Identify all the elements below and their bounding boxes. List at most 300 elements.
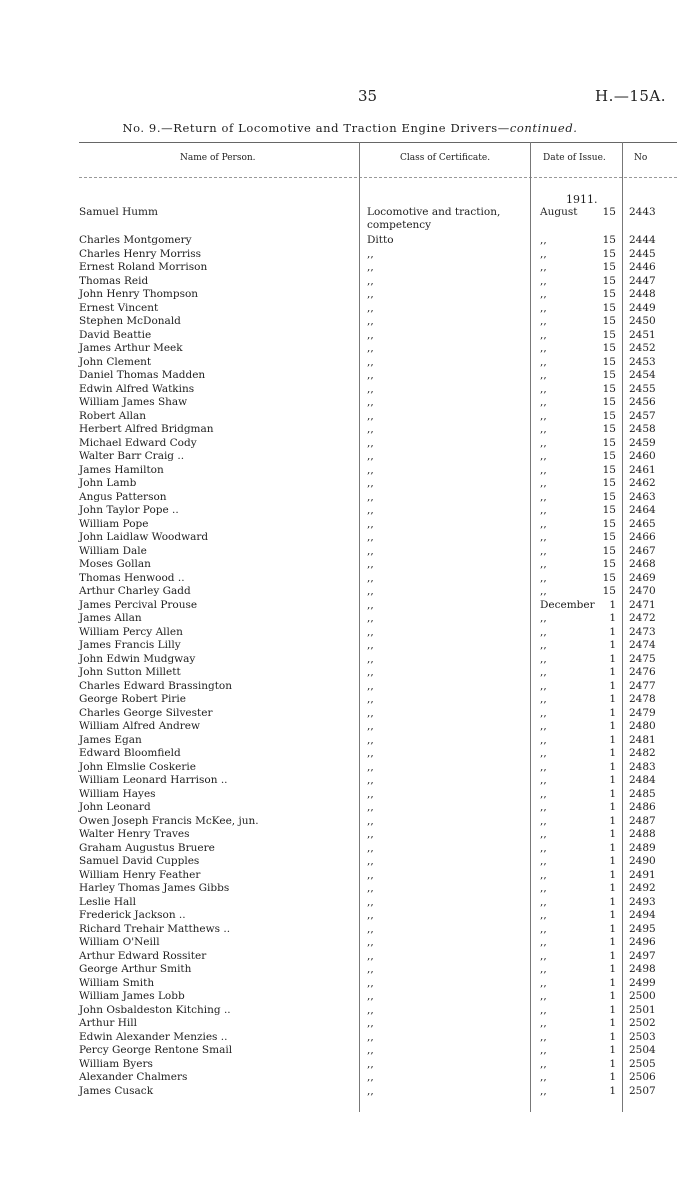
issue-day: 15: [602, 342, 616, 354]
certificate-number: 2463: [629, 490, 656, 503]
table-row: [0, 477, 700, 491]
table-row: [0, 788, 700, 802]
issue-day: 1: [609, 1071, 616, 1083]
issue-day: 1: [609, 598, 616, 611]
person-name: Charles Henry Morriss: [79, 247, 202, 260]
certificate-number: 2496: [629, 936, 656, 948]
table-row: [0, 206, 700, 231]
certificate-number: 2479: [629, 706, 656, 719]
certificate-number: 2473: [629, 625, 656, 638]
issue-day: 15: [602, 504, 616, 516]
table-row: [0, 923, 700, 937]
table-row: [0, 990, 700, 1004]
certificate-class: ,,: [367, 706, 374, 719]
certificate-class: ,,: [367, 693, 374, 705]
issue-day: 1: [609, 936, 616, 948]
person-name: William James Shaw: [79, 396, 188, 408]
certificate-number: 2493: [629, 895, 656, 908]
issue-month: ,,: [540, 639, 547, 651]
person-name: Charles Montgomery: [79, 234, 192, 246]
person-name: Walter Barr Craig ..: [79, 450, 185, 462]
certificate-number: 2453: [629, 355, 656, 368]
certificate-class: ,,: [367, 436, 374, 449]
issue-month: December: [540, 598, 595, 611]
person-name: John Henry Thompson: [79, 288, 199, 300]
issue-month: ,,: [540, 720, 547, 732]
person-name: John Elmslie Coskerie: [79, 760, 196, 773]
person-name: William Leonard Harrison ..: [79, 774, 228, 786]
issue-day: 15: [602, 450, 616, 462]
issue-month: ,,: [540, 895, 547, 908]
certificate-class: ,,: [367, 976, 374, 989]
certificate-class: ,,: [367, 841, 374, 854]
issue-day: 1: [609, 639, 616, 651]
issue-day: 15: [602, 355, 616, 368]
issue-month: ,,: [540, 666, 547, 678]
person-name: Edwin Alexander Menzies ..: [79, 1030, 228, 1043]
person-name: Angus Patterson: [79, 490, 167, 503]
certificate-class: ,,: [367, 720, 374, 732]
column-header-name: Name of Person.: [180, 153, 256, 163]
table-row: [0, 626, 700, 640]
issue-month: ,,: [540, 882, 547, 894]
certificate-number: 2502: [629, 1017, 656, 1029]
certificate-number: 2484: [629, 774, 656, 786]
certificate-number: 2474: [629, 639, 656, 651]
certificate-number: 2487: [629, 814, 656, 827]
table-row: [0, 545, 700, 559]
issue-month: ,,: [540, 1017, 547, 1029]
certificate-number: 2503: [629, 1030, 656, 1043]
certificate-class: ,,: [367, 504, 374, 516]
issue-month: ,,: [540, 801, 547, 813]
issue-month: ,,: [540, 261, 547, 273]
table-row: [0, 909, 700, 923]
certificate-number: 2481: [629, 733, 656, 746]
certificate-number: 2451: [629, 328, 656, 341]
person-name: Walter Henry Traves: [79, 828, 190, 840]
issue-day: 1: [609, 679, 616, 692]
certificate-number: 2500: [629, 990, 656, 1002]
certificate-class: ,,: [367, 342, 374, 354]
certificate-number: 2506: [629, 1071, 656, 1083]
person-name: Samuel Humm: [79, 206, 158, 218]
issue-month: ,,: [540, 490, 547, 503]
certificate-number: 2445: [629, 247, 656, 260]
person-name: Moses Gollan: [79, 558, 151, 570]
table-row: [0, 801, 700, 815]
table-row: [0, 747, 700, 761]
person-name: William Alfred Andrew: [79, 720, 201, 732]
certificate-number: 2494: [629, 909, 656, 921]
issue-month: ,,: [540, 436, 547, 449]
issue-month: ,,: [540, 409, 547, 422]
certificate-class: ,,: [367, 828, 374, 840]
issue-day: 15: [602, 436, 616, 449]
certificate-number: 2475: [629, 652, 656, 665]
certificate-class: ,,: [367, 585, 374, 597]
issue-day: 1: [609, 706, 616, 719]
person-name: William Byers: [79, 1057, 153, 1070]
certificate-class: ,,: [367, 477, 374, 489]
issue-month: ,,: [540, 1044, 547, 1056]
certificate-class: ,,: [367, 760, 374, 773]
certificate-number: 2485: [629, 787, 656, 800]
table-row: [0, 882, 700, 896]
issue-month: ,,: [540, 652, 547, 665]
certificate-number: 2488: [629, 828, 656, 840]
certificate-number: 2471: [629, 598, 656, 611]
table-row: [0, 288, 700, 302]
issue-day: 15: [602, 463, 616, 476]
issue-day: 1: [609, 814, 616, 827]
issue-day: 15: [602, 423, 616, 435]
certificate-number: 2447: [629, 274, 656, 287]
table-row: [0, 896, 700, 910]
issue-month: ,,: [540, 585, 547, 597]
certificate-class: ,,: [367, 396, 374, 408]
issue-month: ,,: [540, 288, 547, 300]
person-name: Arthur Charley Gadd: [79, 585, 191, 597]
person-name: Owen Joseph Francis McKee, jun.: [79, 814, 259, 827]
issue-month: ,,: [540, 571, 547, 584]
table-row: [0, 761, 700, 775]
person-name: James Cusack: [79, 1084, 154, 1097]
column-header-no: No: [634, 153, 648, 163]
issue-day: 15: [602, 409, 616, 422]
table-row: [0, 356, 700, 370]
issue-month: ,,: [540, 1030, 547, 1043]
person-name: James Egan: [79, 733, 142, 746]
person-name: Harley Thomas James Gibbs: [79, 882, 230, 894]
certificate-class: ,,: [367, 274, 374, 287]
person-name: Charles Edward Brassington: [79, 679, 233, 692]
certificate-class: ,,: [367, 544, 374, 557]
table-row: [0, 1004, 700, 1018]
issue-day: 1: [609, 801, 616, 813]
issue-month: August: [540, 206, 578, 218]
certificate-number: 2452: [629, 342, 656, 354]
page-reference: H.—15A.: [595, 87, 667, 105]
issue-day: 1: [609, 963, 616, 975]
issue-month: ,,: [540, 544, 547, 557]
issue-month: ,,: [540, 423, 547, 435]
certificate-number: 2467: [629, 544, 656, 557]
issue-day: 15: [602, 477, 616, 489]
person-name: William O'Neill: [79, 936, 160, 948]
certificate-number: 2443: [629, 206, 656, 218]
person-name: David Beattie: [79, 328, 152, 341]
certificate-number: 2483: [629, 760, 656, 773]
certificate-class: ,,: [367, 1003, 374, 1016]
issue-day: 15: [602, 234, 616, 246]
table-row: [0, 396, 700, 410]
person-name: Thomas Henwood ..: [79, 571, 185, 584]
issue-day: 1: [609, 922, 616, 935]
issue-day: 15: [602, 247, 616, 260]
person-name: Ernest Roland Morrison: [79, 261, 208, 273]
person-name: Graham Augustus Bruere: [79, 841, 215, 854]
issue-day: 1: [609, 882, 616, 894]
issue-month: ,,: [540, 949, 547, 962]
issue-month: ,,: [540, 517, 547, 530]
issue-month: ,,: [540, 612, 547, 624]
certificate-number: 2449: [629, 301, 656, 314]
person-name: William James Lobb: [79, 990, 185, 1002]
issue-day: 1: [609, 625, 616, 638]
table-row: [0, 410, 700, 424]
issue-day: 1: [609, 976, 616, 989]
person-name: Thomas Reid: [79, 274, 149, 287]
certificate-class: ,,: [367, 774, 374, 786]
issue-month: ,,: [540, 828, 547, 840]
year-label: 1911.: [566, 193, 598, 206]
issue-month: ,,: [540, 504, 547, 516]
issue-month: ,,: [540, 625, 547, 638]
certificate-class: ,,: [367, 666, 374, 678]
certificate-class: ,,: [367, 747, 374, 759]
table-row: [0, 302, 700, 316]
issue-month: ,,: [540, 963, 547, 975]
table-row: [0, 491, 700, 505]
issue-day: 1: [609, 1030, 616, 1043]
certificate-class: ,,: [367, 261, 374, 273]
table-row: [0, 1071, 700, 1085]
issue-day: 15: [602, 382, 616, 395]
table-row: [0, 639, 700, 653]
table-row: [0, 977, 700, 991]
table-row: [0, 275, 700, 289]
table-row: [0, 936, 700, 950]
certificate-class: ,,: [367, 531, 374, 543]
table-row: [0, 950, 700, 964]
certificate-class: ,,: [367, 625, 374, 638]
issue-day: 15: [602, 490, 616, 503]
person-name: Frederick Jackson ..: [79, 909, 186, 921]
issue-day: 1: [609, 1044, 616, 1056]
column-header-class: Class of Certificate.: [400, 153, 491, 163]
table-row: [0, 450, 700, 464]
issue-month: ,,: [540, 342, 547, 354]
issue-day: 15: [602, 206, 616, 218]
certificate-class: ,,: [367, 558, 374, 570]
issue-month: ,,: [540, 315, 547, 327]
certificate-number: 2458: [629, 423, 656, 435]
certificate-class: ,,: [367, 463, 374, 476]
issue-day: 1: [609, 990, 616, 1002]
table-row: [0, 680, 700, 694]
column-header-date: Date of Issue.: [543, 153, 606, 163]
certificate-class: ,,: [367, 868, 374, 881]
issue-month: ,,: [540, 841, 547, 854]
table-row: [0, 1017, 700, 1031]
certificate-class: ,,: [367, 990, 374, 1002]
certificate-number: 2456: [629, 396, 656, 408]
issue-month: ,,: [540, 531, 547, 543]
issue-month: ,,: [540, 774, 547, 786]
issue-day: 1: [609, 895, 616, 908]
person-name: George Arthur Smith: [79, 963, 192, 975]
person-name: Percy George Rentone Smail: [79, 1044, 233, 1056]
issue-month: ,,: [540, 747, 547, 759]
table-row: [0, 1085, 700, 1099]
certificate-class: ,,: [367, 409, 374, 422]
person-name: John Lamb: [79, 477, 137, 489]
certificate-class: ,,: [367, 328, 374, 341]
table-row: [0, 599, 700, 613]
issue-month: ,,: [540, 274, 547, 287]
person-name: William Smith: [79, 976, 155, 989]
issue-day: 15: [602, 274, 616, 287]
table-row: [0, 734, 700, 748]
certificate-class: ,,: [367, 787, 374, 800]
certificate-number: 2465: [629, 517, 656, 530]
issue-day: 1: [609, 909, 616, 921]
certificate-number: 2482: [629, 747, 656, 759]
certificate-class: ,,: [367, 517, 374, 530]
certificate-class: ,,: [367, 382, 374, 395]
person-name: Samuel David Cupples: [79, 855, 200, 867]
certificate-number: 2457: [629, 409, 656, 422]
issue-day: 1: [609, 828, 616, 840]
table-row: [0, 342, 700, 356]
person-name: Edwin Alfred Watkins: [79, 382, 195, 395]
table-row: [0, 383, 700, 397]
certificate-number: 2492: [629, 882, 656, 894]
issue-month: ,,: [540, 909, 547, 921]
certificate-class: ,,: [367, 612, 374, 624]
certificate-number: 2489: [629, 841, 656, 854]
issue-month: ,,: [540, 369, 547, 381]
issue-day: 1: [609, 1057, 616, 1070]
certificate-class: ,,: [367, 801, 374, 813]
table-row: [0, 693, 700, 707]
issue-month: ,,: [540, 234, 547, 246]
certificate-number: 2461: [629, 463, 656, 476]
certificate-class: ,,: [367, 733, 374, 746]
person-name: Robert Allan: [79, 409, 147, 422]
person-name: James Percival Prouse: [79, 598, 198, 611]
table-row: [0, 815, 700, 829]
issue-month: ,,: [540, 990, 547, 1002]
person-name: Ernest Vincent: [79, 301, 159, 314]
issue-day: 1: [609, 949, 616, 962]
table-row: [0, 869, 700, 883]
issue-month: ,,: [540, 382, 547, 395]
certificate-class: ,,: [367, 652, 374, 665]
certificate-class: ,,: [367, 315, 374, 327]
certificate-number: 2450: [629, 315, 656, 327]
table-row: [0, 558, 700, 572]
issue-month: ,,: [540, 1071, 547, 1083]
issue-month: ,,: [540, 450, 547, 462]
issue-day: 15: [602, 585, 616, 597]
issue-day: 1: [609, 787, 616, 800]
issue-month: ,,: [540, 1084, 547, 1097]
certificate-number: 2459: [629, 436, 656, 449]
certificate-class: Ditto: [367, 234, 394, 246]
person-name: John Osbaldeston Kitching ..: [79, 1003, 231, 1016]
person-name: Stephen McDonald: [79, 315, 181, 327]
certificate-class: ,,: [367, 369, 374, 381]
certificate-class: ,,: [367, 301, 374, 314]
table-row: [0, 464, 700, 478]
certificate-number: 2507: [629, 1084, 656, 1097]
certificate-class: ,,: [367, 1084, 374, 1097]
certificate-number: 2472: [629, 612, 656, 624]
issue-day: 15: [602, 517, 616, 530]
certificate-number: 2446: [629, 261, 656, 273]
certificate-number: 2454: [629, 369, 656, 381]
issue-day: 15: [602, 531, 616, 543]
person-name: William Hayes: [79, 787, 156, 800]
certificate-class: ,,: [367, 288, 374, 300]
table-row: [0, 531, 700, 545]
certificate-number: 2460: [629, 450, 656, 462]
issue-month: ,,: [540, 706, 547, 719]
table-row: [0, 518, 700, 532]
certificate-number: 2495: [629, 922, 656, 935]
issue-month: ,,: [540, 868, 547, 881]
issue-month: ,,: [540, 247, 547, 260]
certificate-class: ,,: [367, 1017, 374, 1029]
issue-day: 15: [602, 571, 616, 584]
page-number: 35: [358, 87, 378, 105]
issue-day: 1: [609, 747, 616, 759]
table-row: [0, 842, 700, 856]
certificate-number: 2462: [629, 477, 656, 489]
table-row: [0, 612, 700, 626]
issue-day: 1: [609, 612, 616, 624]
person-name: Arthur Edward Rossiter: [79, 949, 207, 962]
table-row: [0, 963, 700, 977]
person-name: James Arthur Meek: [79, 342, 183, 354]
issue-month: ,,: [540, 976, 547, 989]
issue-month: ,,: [540, 855, 547, 867]
issue-day: 15: [602, 369, 616, 381]
issue-day: 15: [602, 261, 616, 273]
table-row: [0, 504, 700, 518]
table-row: [0, 234, 700, 248]
person-name: William Dale: [79, 544, 147, 557]
issue-day: 15: [602, 301, 616, 314]
issue-month: ,,: [540, 679, 547, 692]
person-name: Edward Bloomfield: [79, 747, 181, 759]
certificate-number: 2498: [629, 963, 656, 975]
issue-day: 1: [609, 693, 616, 705]
issue-day: 1: [609, 855, 616, 867]
table-row: [0, 572, 700, 586]
issue-day: 1: [609, 720, 616, 732]
certificate-number: 2504: [629, 1044, 656, 1056]
table-row: [0, 720, 700, 734]
certificate-class: ,,: [367, 949, 374, 962]
issue-day: 1: [609, 666, 616, 678]
issue-month: ,,: [540, 558, 547, 570]
person-name: James Allan: [79, 612, 142, 624]
issue-day: 1: [609, 652, 616, 665]
certificate-class: ,,: [367, 882, 374, 894]
issue-month: ,,: [540, 477, 547, 489]
person-name: John Leonard: [79, 801, 151, 813]
table-row: [0, 774, 700, 788]
certificate-class: ,,: [367, 1071, 374, 1083]
person-name: George Robert Pirie: [79, 693, 186, 705]
table-row: [0, 666, 700, 680]
issue-day: 15: [602, 328, 616, 341]
title-main: No. 9.—Return of Locomotive and Traction Engine Drivers—: [122, 121, 510, 135]
issue-day: 15: [602, 544, 616, 557]
